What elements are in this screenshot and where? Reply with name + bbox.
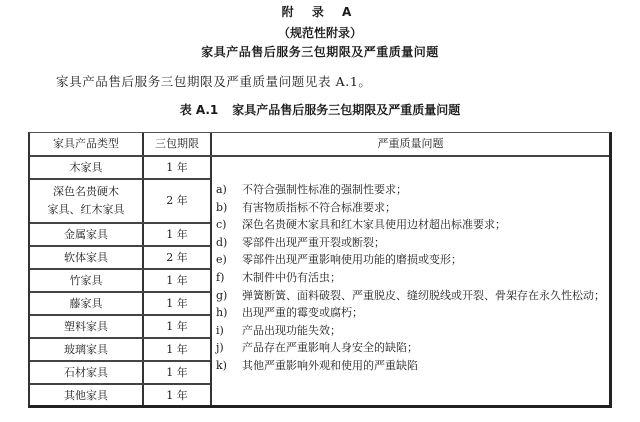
issue-key: k)	[216, 358, 227, 372]
quality-issues-list	[216, 181, 605, 375]
issue-item	[216, 339, 605, 357]
issue-text: 弹簧断簧、面料破裂、严重脱皮、缝纫脱线或开裂、骨架存在永久性松动；	[242, 288, 605, 302]
table-caption	[0, 101, 640, 118]
issue-key: g)	[216, 288, 228, 302]
table-title: 家具产品售后服务三包期限及严重质量问题	[232, 103, 461, 117]
cell-period: 1 年	[166, 296, 188, 310]
issue-text: 产品出现功能失效；	[242, 323, 341, 337]
appendix-type: （规范性附录）	[277, 26, 362, 40]
cell-period: 1 年	[166, 342, 188, 356]
issue-key: c)	[216, 218, 227, 232]
cell-period: 1 年	[166, 319, 188, 333]
issue-item	[216, 234, 605, 252]
issue-text: 出现严重的霉变或腐朽；	[242, 306, 363, 320]
warranty-table	[28, 132, 612, 408]
cell-type-line: 深色名贵硬木	[53, 185, 119, 198]
table-number: 表 A.1	[179, 103, 219, 117]
issue-text: 深色名贵硬木家具和红木家具使用边材超出标准要求；	[242, 218, 506, 232]
cell-period: 1 年	[166, 227, 188, 241]
issue-text: 零部件出现严重影响使用功能的磨损或变形；	[242, 253, 462, 267]
issue-text: 木制件中仍有活虫；	[242, 270, 341, 284]
appendix-title: 家具产品售后服务三包期限及严重质量问题	[201, 45, 439, 59]
issue-key: i)	[216, 323, 224, 337]
issue-item	[216, 199, 605, 217]
issue-key: h)	[216, 306, 228, 320]
issue-text: 不符合强制性标准的强制性要求；	[242, 183, 407, 196]
cell-period: 2 年	[166, 250, 188, 264]
intro-paragraph: 家具产品售后服务三包期限及严重质量问题见表 A.1。	[56, 74, 372, 89]
cell-period: 1 年	[166, 160, 188, 174]
issue-item	[216, 216, 605, 234]
cell-type: 木家具	[69, 160, 103, 174]
issue-key: f)	[216, 270, 225, 284]
issue-item	[216, 357, 605, 375]
issue-text: 产品存在严重影响人身安全的缺陷；	[242, 341, 418, 355]
cell-period: 2 年	[166, 194, 188, 207]
header-issues: 严重质量问题	[377, 137, 444, 150]
issue-key: b)	[216, 200, 228, 214]
header-type: 家具产品类型	[53, 137, 119, 150]
issue-key: e)	[216, 253, 227, 267]
cell-type: 石材家具	[64, 365, 108, 379]
cell-period: 1 年	[166, 273, 188, 287]
cell-type: 塑料家具	[64, 319, 108, 333]
issue-key: d)	[216, 235, 228, 249]
issue-key: j)	[216, 341, 224, 355]
issue-item	[216, 251, 605, 269]
issue-item	[216, 322, 605, 340]
cell-type: 金属家具	[64, 227, 108, 241]
issue-text: 零部件出现严重开裂或断裂；	[242, 235, 385, 249]
issue-item	[216, 181, 605, 199]
cell-type: 玻璃家具	[64, 342, 108, 356]
appendix-heading: 附 录 A	[281, 5, 359, 19]
issue-key: a)	[216, 183, 227, 196]
issue-item	[216, 269, 605, 287]
cell-type: 竹家具	[69, 273, 103, 287]
issue-text: 有害物质指标不符合标准要求；	[242, 200, 396, 214]
issue-item	[216, 304, 605, 322]
cell-type	[30, 180, 142, 222]
cell-type-line: 家具、红木家具	[47, 203, 125, 216]
cell-period: 1 年	[166, 388, 188, 402]
cell-type: 藤家具	[69, 296, 103, 310]
column-divider	[210, 133, 212, 405]
header-period: 三包期限	[155, 137, 199, 150]
cell-type: 其他家具	[64, 388, 108, 402]
cell-type: 软体家具	[64, 250, 108, 264]
issue-text: 其他严重影响外观和使用的严重缺陷	[242, 358, 418, 372]
cell-period: 1 年	[166, 365, 188, 379]
issue-item	[216, 287, 605, 305]
